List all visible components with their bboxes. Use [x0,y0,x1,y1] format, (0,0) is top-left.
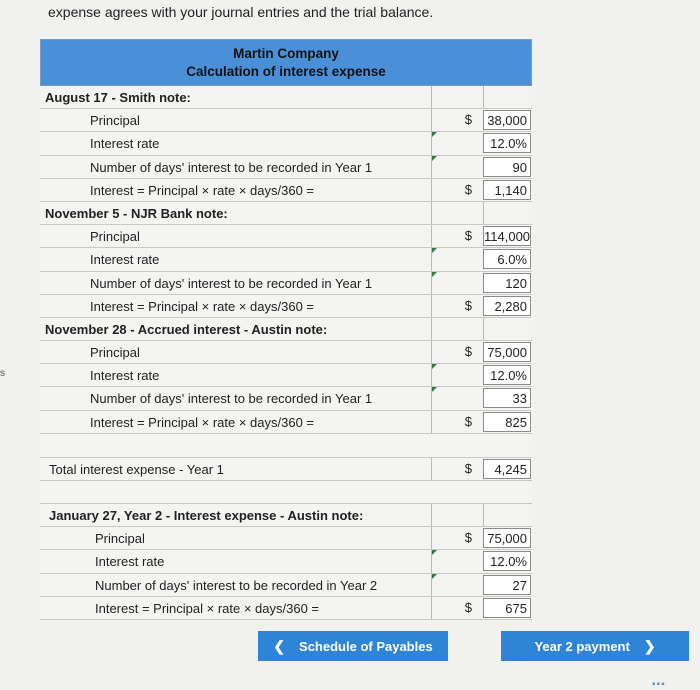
marker-icon [432,364,437,369]
currency-cell [431,248,483,270]
more-icon: ▪▪▪ [652,679,666,690]
days-input[interactable]: 90 [483,157,531,177]
prev-tab-label: Schedule of Payables [299,638,433,654]
table-row [40,387,532,410]
next-tab-label: Year 2 payment [534,638,630,654]
chevron-right-icon: ❯ [643,637,656,654]
section-title: November 28 - Accrued interest - Austin note: [45,321,328,337]
table-row [40,364,532,387]
currency-cell [431,574,483,596]
worksheet-header [40,39,532,86]
principal-input[interactable]: 38,000 [483,110,531,130]
table-row [40,225,532,248]
currency-cell: $ [431,225,483,247]
table-row [40,272,532,295]
row-label: Number of days' interest to be recorded in Year 1 [90,275,373,291]
rate-input[interactable]: 12.0% [483,365,531,385]
row-label: Interest = Principal × rate × days/360 = [90,414,315,430]
table-row [40,527,532,550]
marker-icon [432,156,437,161]
currency-cell: $ [431,411,483,433]
total-interest-input[interactable]: 4,245 [483,459,531,479]
table-row [40,295,532,318]
currency-cell [431,364,483,386]
table-row [40,156,532,179]
currency-cell: $ [431,527,483,549]
currency-cell [431,550,483,572]
principal-input[interactable]: 75,000 [483,342,531,362]
interest-input[interactable]: 1,140 [483,180,531,200]
currency-cell: $ [431,597,483,619]
chevron-left-icon: ❮ [273,637,286,654]
table-row [40,574,532,597]
row-label: Interest = Principal × rate × days/360 = [90,298,315,314]
days-input[interactable]: 120 [483,273,531,293]
section-title: January 27, Year 2 - Interest expense - Austin note: [49,508,364,523]
days-input[interactable]: 27 [483,575,531,595]
worksheet-title: Calculation of interest expense [186,64,386,79]
section-title-row [40,86,532,109]
interest-input[interactable]: 2,280 [483,296,531,316]
rate-input[interactable]: 12.0% [483,551,531,571]
currency-cell [431,272,483,294]
currency-cell: $ [431,295,483,317]
rate-input[interactable]: 12.0% [483,133,531,153]
row-label: Number of days' interest to be recorded in Year 1 [90,391,373,407]
interest-worksheet [40,39,532,620]
table-row [40,597,532,620]
row-label: Principal [90,345,140,361]
currency-cell [431,387,483,409]
total-row [40,458,532,481]
edge-mark: s [0,368,5,379]
interest-input[interactable]: 675 [483,598,531,618]
currency-cell [431,132,483,154]
prev-tab-button[interactable] [258,631,448,661]
section-title-row [40,504,532,527]
rate-input[interactable]: 6.0% [483,249,531,269]
row-label: Number of days' interest to be recorded in Year 2 [95,577,378,593]
currency-cell [431,156,483,178]
marker-icon [432,574,437,579]
table-row [40,248,532,271]
table-row [40,132,532,155]
marker-icon [432,132,437,137]
section-title-row [40,202,532,225]
interest-input[interactable]: 825 [483,412,531,432]
row-label: Number of days' interest to be recorded in Year 1 [90,159,373,175]
table-row [40,411,532,434]
spacer-row [40,434,532,458]
principal-input[interactable]: 114,000 [483,226,531,246]
row-label: Interest rate [90,368,160,384]
table-row [40,550,532,573]
row-label: Interest rate [90,136,160,152]
instructions-text: expense agrees with your journal entries and the trial balance. [48,4,434,20]
row-label: Interest rate [90,252,160,268]
company-name: Martin Company [233,46,339,61]
row-label: Principal [95,531,145,547]
section-title: August 17 - Smith note: [45,90,191,105]
table-row [40,179,532,202]
marker-icon [432,387,437,392]
row-label: Principal [90,113,140,129]
currency-cell: $ [431,179,483,201]
currency-cell: $ [431,109,483,131]
section-title-row [40,318,532,341]
section-title: November 5 - NJR Bank note: [45,205,228,221]
total-label: Total interest expense - Year 1 [49,461,224,477]
marker-icon [432,272,437,277]
table-row [40,341,532,364]
currency-cell: $ [431,341,483,363]
row-label: Principal [90,229,140,245]
marker-icon [432,550,437,555]
row-label: Interest rate [95,554,165,570]
row-label: Interest = Principal × rate × days/360 = [95,600,320,616]
table-row [40,109,532,132]
next-tab-button[interactable] [501,631,689,661]
spacer-row [40,481,532,504]
row-label: Interest = Principal × rate × days/360 = [90,182,315,198]
days-input[interactable]: 33 [483,388,531,408]
currency-cell: $ [431,458,483,480]
principal-input[interactable]: 75,000 [483,528,531,548]
marker-icon [432,248,437,253]
